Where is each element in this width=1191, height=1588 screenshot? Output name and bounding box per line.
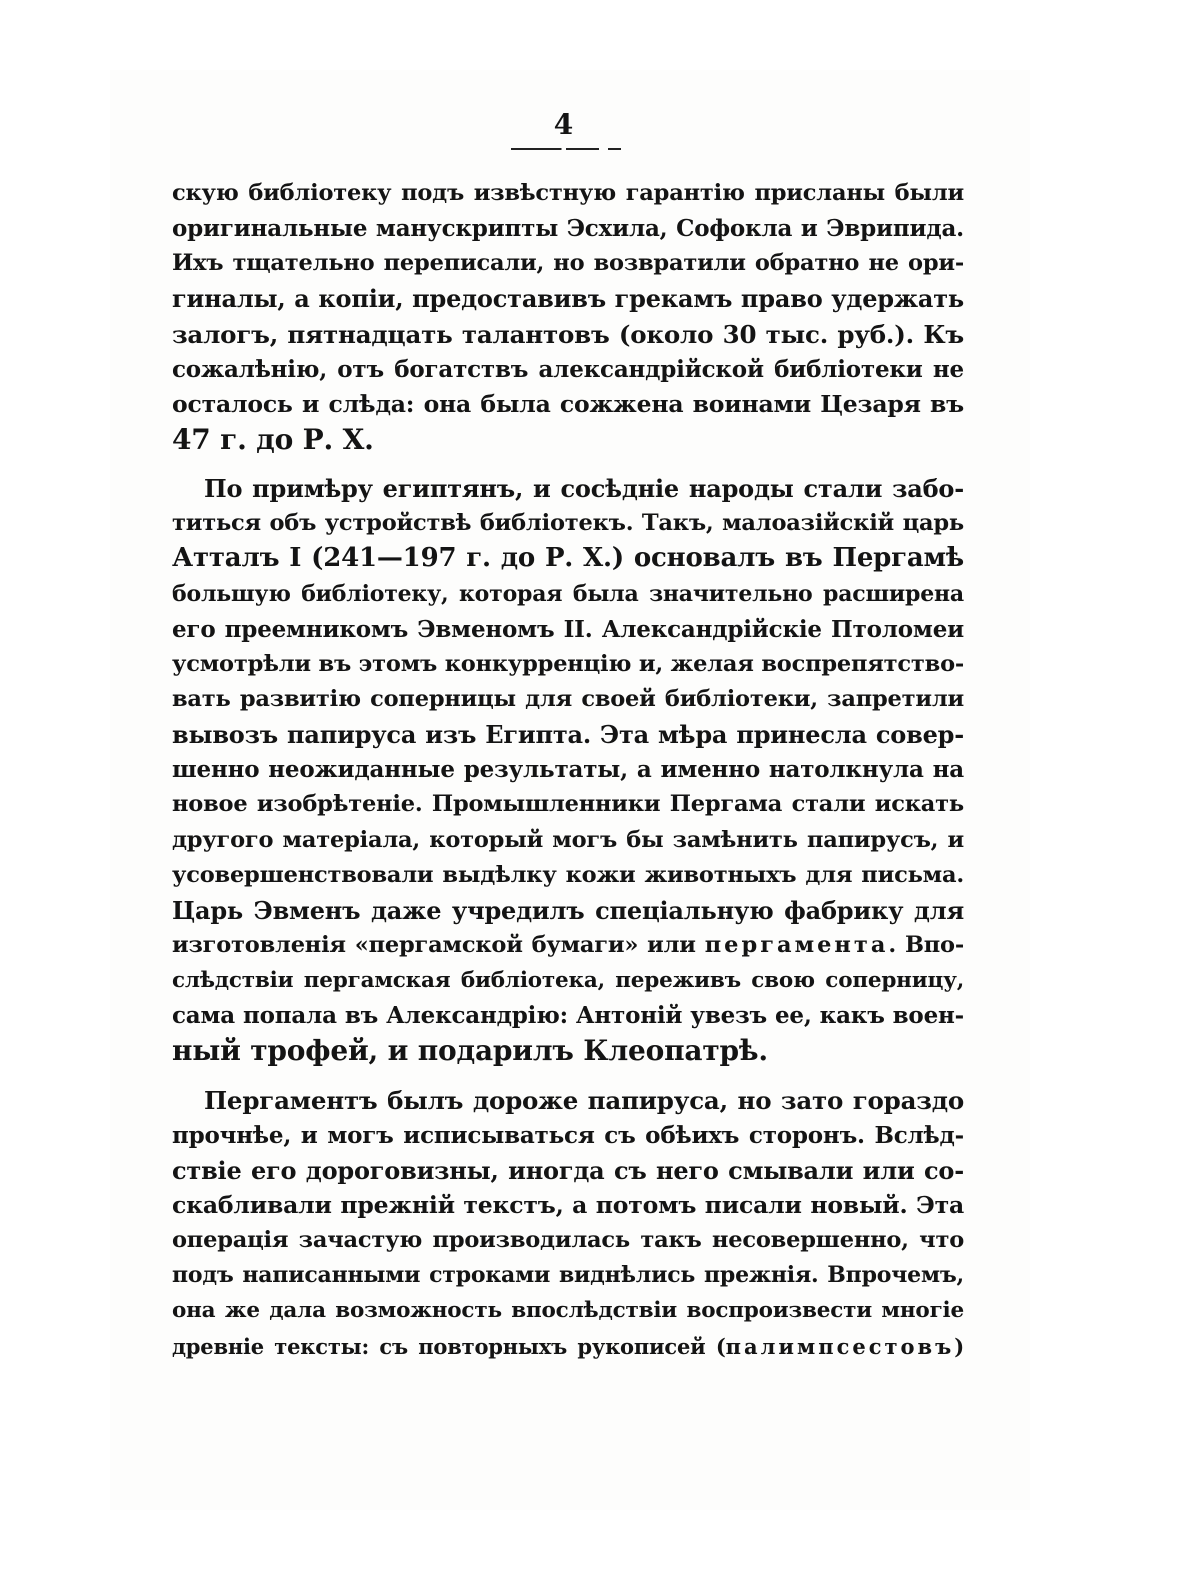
- text-line: залогъ, пятнадцать талантовъ (около 30 тыс. руб.). Къ: [172, 319, 964, 349]
- text-line: По примѣру египтянъ, и сосѣдніе народы стали забо-: [204, 474, 964, 504]
- header-rule: [511, 148, 621, 150]
- text-line: осталось и слѣда: она была сожжена воинами Цезаря въ: [172, 389, 964, 418]
- page-header: [0, 108, 1191, 142]
- text-line: сама попала въ Александрію: Антоній увезъ ее, какъ воен-: [172, 1002, 964, 1030]
- text-line: усовершенствовали выдѣлку кожи животныхъ для письма.: [172, 861, 964, 888]
- text-line: [172, 928, 964, 963]
- text-line: сожалѣнію, отъ богатствъ александрійской библіотеки не: [172, 355, 964, 383]
- text-line: подъ написанными строками виднѣлись прежнія. Впрочемъ,: [172, 1262, 964, 1289]
- text-line: Пергаментъ былъ дороже папируса, но зато гораздо: [204, 1085, 964, 1115]
- text-segment: ): [954, 1333, 964, 1359]
- paragraph-gap: [172, 457, 964, 471]
- text-line: гиналы, а копіи, предоставивъ грекамъ право удержать: [172, 284, 964, 314]
- page-number: 4: [553, 108, 574, 141]
- text-line: 47 г. до Р. Х.: [172, 422, 374, 456]
- paragraph-gap: [172, 1069, 964, 1083]
- text-line: его преемникомъ Эвменомъ II. Александрійскіе Птоломеи: [172, 615, 964, 643]
- text-line: операція зачастую производилась такъ несовершенно, что: [172, 1227, 964, 1254]
- text-line: вать развитію соперницы для своей библіотеки, запретили: [172, 685, 964, 712]
- text-line: усмотрѣли въ этомъ конкурренцію и, желая воспрепятство-: [172, 650, 964, 677]
- text-line: шенно неожиданные результаты, а именно натолкнула на: [172, 756, 964, 784]
- text-line: слѣдствіи пергамская библіотека, переживъ свою соперницу,: [172, 968, 964, 994]
- text-line: новое изобрѣтеніе. Промышленники Пергама стали искать: [172, 791, 964, 818]
- body-text: [172, 176, 964, 1364]
- text-line: Царь Эвменъ даже учредилъ спеціальную фабрику для: [172, 895, 964, 925]
- text-line: скую библіотеку подъ извѣстную гарантію присланы были: [172, 180, 964, 206]
- text-line: ный трофей, и подарилъ Клеопатрѣ.: [172, 1034, 768, 1068]
- text-line: она же дала возможность впослѣдствіи воспроизвести многіе: [172, 1298, 964, 1324]
- text-segment: . Впо-: [888, 931, 964, 958]
- text-line: скабливали прежній текстъ, а потомъ писали новый. Эта: [172, 1190, 964, 1219]
- text-line: Атталъ I (241—197 г. до Р. Х.) основалъ въ Пергамѣ: [172, 543, 964, 574]
- text-line: ствіе его дороговизны, иногда съ него смывали или со-: [172, 1155, 964, 1185]
- text-line: вывозъ папируса изъ Египта. Эта мѣра принесла совер-: [172, 720, 964, 750]
- text-segment: изготовленія «пергамской бумаги» или: [172, 931, 705, 958]
- text-line: прочнѣе, и могъ исписываться съ обѣихъ сторонъ. Вслѣд-: [172, 1121, 964, 1149]
- emphasized-term: палимпсестовъ: [725, 1333, 955, 1359]
- text-segment: древніе тексты: съ повторныхъ рукописей (: [172, 1333, 726, 1359]
- emphasized-term: пергамента: [704, 931, 889, 958]
- text-line: оригинальные манускрипты Эсхила, Софокла и Эврипида.: [172, 215, 964, 243]
- text-line: Ихъ тщательно переписали, но возвратили обратно не ори-: [172, 250, 964, 277]
- text-line: [172, 1329, 964, 1364]
- text-line: другого матеріала, который могъ бы замѣнить папирусъ, и: [172, 826, 964, 853]
- text-line: титься объ устройствѣ библіотекъ. Такъ, малоазійскій царь: [172, 510, 964, 537]
- text-line: большую библіотеку, которая была значительно расширена: [172, 580, 964, 607]
